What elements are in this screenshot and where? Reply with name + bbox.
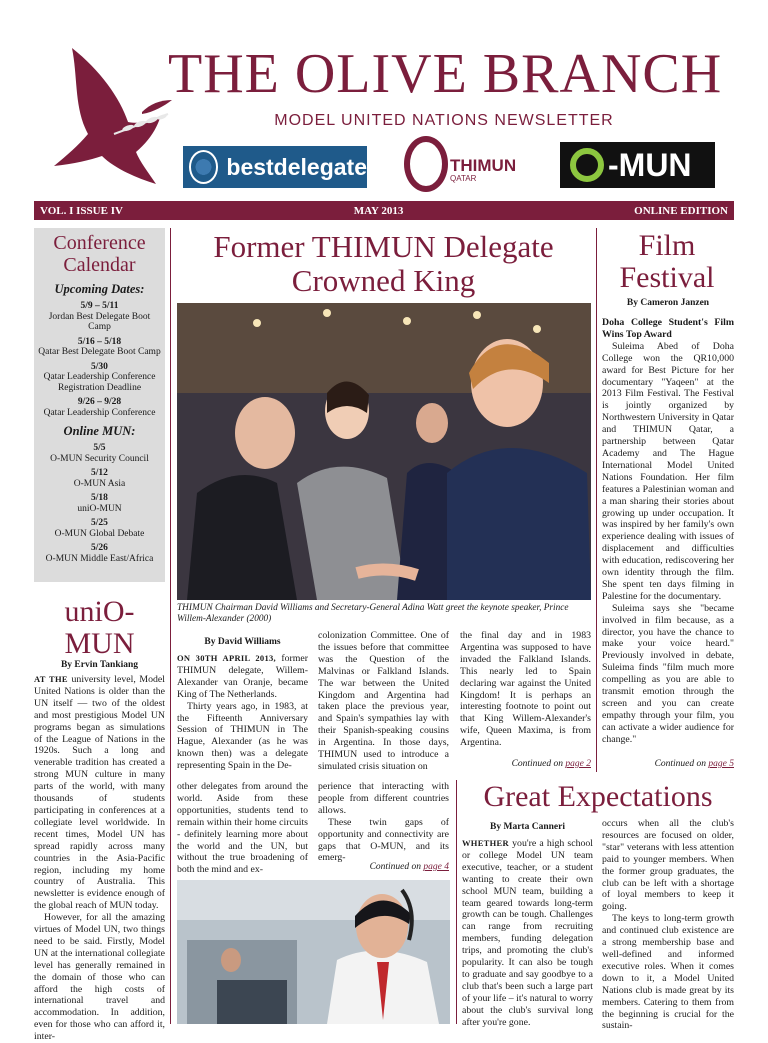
unio-cont-col2b: These twin gaps of opportunity and connectivity are gaps that O-MUN, and its emerg- [318, 816, 449, 864]
unio-p2: However, for all the amazing virtues of Model UN, two things need to be said. Firstly, Model UN at the international collegiate level has generally remained in the domain of those who can afford the high costs of international travel and accommodation. In addition, even for those who can afford it, inter- [34, 912, 165, 1043]
film-p2: Suleima says she "became involved in film because, as a director, you have the chance to make your voice heard." Previously involved in debate, Suleima finds "film much more compelling as you are able to transmit emotion through the screen and you can create empathy through your film, you can activate a wider audience for change." [602, 602, 734, 745]
king-col1b: Thirty years ago, in 1983, at the Fifteenth Anniversary Session of THIMUN in The Hague, Alexander (as he was known then) was a delegate representing Spain in the De- [177, 700, 308, 772]
king-continued [460, 759, 591, 769]
unio-cont-col1-text: other delegates from around the world. Aside from these opportunities, students tend to remain within their home circuits - definitely learning more about the world and the UN, but without the true broadening of both the mind and ex- [177, 781, 308, 876]
conference-calendar [34, 228, 165, 582]
king-col3-text: the final day and in 1983 Argentina was supposed to have invaded the Falkland Islands. This nearly led to Spain declaring war against the United Kingdom! It is perhaps an interesting footnote to point out that King Willem-Alexander's wife, Queen Maxima, is from Argentina. [460, 630, 591, 749]
entry-event: Qatar Leadership Conference [43, 407, 156, 418]
continued-label: Continued on [369, 862, 422, 872]
film-p1: Suleima Abed of Doha College won the QR10,000 award for Best Picture for her documentary "Yaqeen" at the 2013 Film Festival. The Festival is jointly organized by Northwestern University in Qatar and THIMUN Qatar, a partnership between Qatar Academy and The Hague International Model United Nations Foundation. Her film features a Palestinian woman and a man sharing their stories about growing up under occupation. It was inspired by her family's own experience dealing with issues of displacement and difficulties with education, rediscovering her own identity through the film. She spent ten days filming in Palestine for the documentary. [602, 340, 734, 602]
entry-event: O-MUN Global Debate [54, 528, 145, 539]
entry-event: O-MUN Security Council [50, 453, 149, 464]
calendar-entry [34, 493, 165, 514]
thimun-q-icon [404, 136, 448, 192]
issue-edition: ONLINE EDITION [634, 204, 728, 217]
entry-date: 5/12 [91, 468, 108, 478]
thimun-sub: QATAR [450, 174, 477, 183]
thimun-text: THIMUN [450, 156, 517, 175]
column-divider [596, 228, 597, 772]
king-lead: ON 30TH APRIL 2013, [177, 653, 276, 663]
calendar-entry [34, 397, 165, 418]
unio-body [34, 674, 165, 1043]
calendar-entry [34, 362, 165, 394]
omun-text: -MUN [608, 146, 692, 183]
best-delegate-logo [183, 146, 367, 188]
unio-lead: AT THE [34, 674, 68, 684]
entry-event: O-MUN Middle East/Africa [45, 553, 154, 564]
king-col2-text: colonization Committee. One of the issues before that committee was the Question of the Malvinas or Falkland Islands. The war between the United Kingdom and Argentina had taken place the previous year, and Spain's sympathies lay with their Spanish-speaking cousins in Argentina. In those days, THIMUN used to introduce a simulated crisis situation on [318, 630, 449, 772]
delegate-photo [177, 880, 450, 1024]
column-divider [456, 780, 457, 1024]
king-col1-text: former THIMUN delegate, Willem-Alexander van Oranje, became King of The Netherlands. [177, 653, 308, 700]
continued-label: Continued on [654, 759, 707, 769]
column-divider [170, 228, 171, 1024]
great-title: Great Expectations [483, 780, 713, 813]
entry-event: Jordan Best Delegate Boot Camp [48, 311, 151, 332]
unio-cont-col2-text: perience that interacting with people from different countries allows. [318, 781, 449, 816]
unio-cont-col2 [318, 781, 449, 864]
omun-ring-icon [570, 148, 604, 182]
page-2-link[interactable]: page 2 [565, 759, 591, 769]
great-col2-text: occurs when all the club's resources are focused on older, "star" veterans with less attention paid to younger members. When the former group graduates, the club can be left with a shortage of loyal members to keep it going. [602, 818, 734, 913]
entry-date: 9/26 – 9/28 [77, 397, 122, 407]
great-col1-text: you're a high school or college Model UN team executive, teacher, or a student wanting to create their own school MUN team, building a team geared towards long-term growth can be tough. Challenges can range from recruiting members, funding delegation trips, and promoting the club's popularity. It can also be tough to graduate and say goodbye to a club that's been such a large part of your life – it's natural to worry about the club's survival long after you're gone. [462, 838, 594, 1028]
unio-byline: By Ervin Tankiang [60, 660, 139, 670]
upcoming-heading: Upcoming Dates: [54, 282, 145, 296]
entry-date: 5/25 [91, 518, 108, 528]
calendar-entry [34, 468, 165, 489]
entry-date: 5/16 – 5/18 [77, 336, 122, 347]
unio-continued [318, 862, 449, 872]
entry-date: 5/30 [91, 361, 108, 372]
entry-event: Qatar Best Delegate Boot Camp [38, 347, 161, 357]
film-byline: By Cameron Janzen [626, 298, 710, 308]
great-col1 [462, 838, 593, 1029]
thimun-logo [404, 136, 524, 194]
film-continued [602, 759, 734, 769]
issue-bar [34, 201, 734, 220]
great-col2b: The keys to long-term growth and continued club existence are a strong membership base and well-defined and informed executive roles. When it comes down to it, a Model United Nations club is made great by its members. Catering to them from the beginning is crucial for the sustain- [602, 913, 734, 1032]
entry-date: 5/18 [91, 493, 108, 503]
issue-volume: VOL. I ISSUE IV [40, 204, 123, 217]
entry-event: uniO-MUN [77, 503, 122, 514]
continued-label: Continued on [511, 759, 564, 769]
masthead-subtitle: MODEL UNITED NATIONS NEWSLETTER [274, 112, 614, 129]
entry-event: Qatar Leadership Conference Registration Deadline [43, 372, 156, 393]
dove-logo-icon [44, 38, 174, 188]
film-title: Film Festival [619, 229, 715, 294]
calendar-entry [34, 337, 165, 358]
online-heading: Online MUN: [63, 424, 136, 438]
entry-date: 5/26 [91, 543, 108, 553]
best-delegate-text: bestdelegate [226, 153, 367, 180]
page-5-link[interactable]: page 5 [708, 759, 734, 769]
king-headline: Former THIMUN Delegate Crowned King [213, 229, 554, 298]
king-caption: THIMUN Chairman David Williams and Secretary-General Adina Watt greet the keynote speaker, Prince Willem-Alexander (2000) [177, 603, 569, 624]
great-byline: By Marta Canneri [490, 822, 565, 832]
entry-event: O-MUN Asia [73, 478, 126, 489]
king-photo [177, 303, 591, 600]
king-col1 [177, 653, 308, 772]
unio-title: uniO-MUN [64, 595, 135, 660]
king-col3 [460, 630, 591, 749]
calendar-entry [34, 301, 165, 333]
entry-date: 5/9 – 5/11 [80, 301, 119, 311]
issue-date: MAY 2013 [353, 204, 404, 217]
king-byline: By David Williams [204, 637, 281, 647]
great-lead: WHETHER [462, 838, 509, 848]
king-col2 [318, 630, 449, 773]
unio-p1: university level, Model United Nations is older than the UN itself — two of the oldest and most prestigious Model UN programs began as simulations of the League of Nations in the 1920s. Such a long and venerable tradition has created a strong MUN culture in many parts of the world, with many thousands of students participating in conferences at a collegiate level worldwide. In recent times, Model UN has spread rapidly across many countries in the Asia-Pacific region, including my home country of Australia. This newsletter is evidence enough of the global reach of MUN today. [34, 674, 165, 912]
entry-date: 5/5 [93, 443, 106, 453]
masthead-title: THE OLIVE BRANCH [168, 43, 723, 105]
calendar-entry [34, 443, 165, 464]
unio-cont-col1 [177, 781, 308, 876]
film-headline: Doha College Student's Film Wins Top Award [602, 317, 734, 340]
film-body [602, 317, 734, 746]
page-4-link[interactable]: page 4 [423, 862, 449, 872]
calendar-entry [34, 518, 165, 539]
omun-logo [560, 142, 715, 188]
calendar-entry [34, 543, 165, 564]
calendar-title: Conference Calendar [53, 232, 146, 276]
great-col2 [602, 818, 734, 1032]
globe-icon [189, 150, 218, 184]
